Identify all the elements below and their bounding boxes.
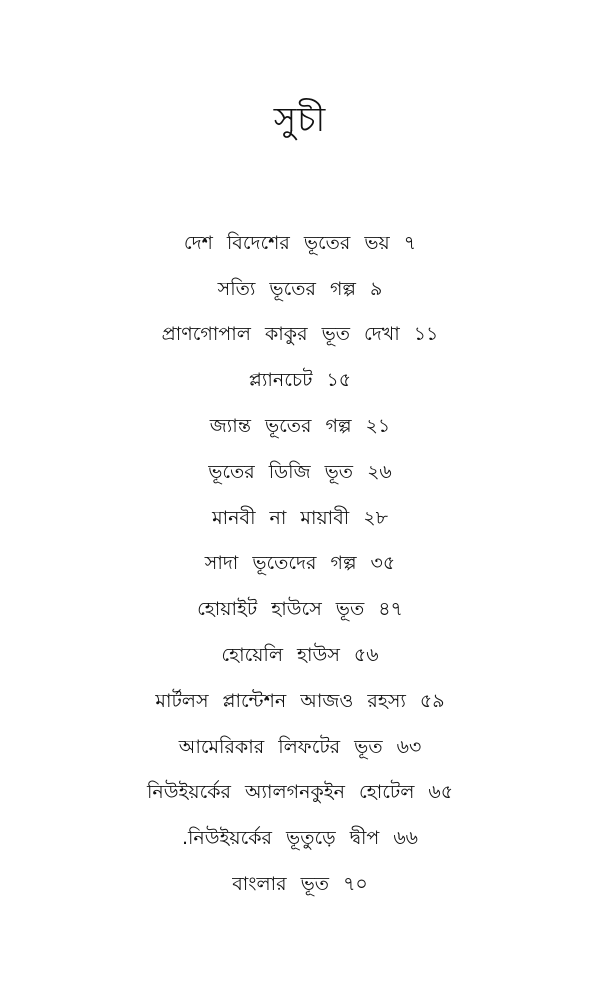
toc-entry-page: ৭০	[343, 873, 368, 896]
toc-entry	[0, 449, 600, 495]
toc-entry-page: ৬৩	[396, 735, 422, 758]
toc-entry-page: ১৫	[326, 369, 352, 392]
toc-entry	[0, 495, 600, 541]
toc-entry	[0, 815, 600, 861]
toc-entry-page: ২৬	[367, 460, 392, 483]
toc-entry-title: প্রাণগোপাল কাকুর ভূত দেখা	[161, 323, 400, 346]
toc-entry-title: নিউইয়র্কের অ্যালগনকুইন হোটেল	[146, 781, 415, 804]
toc-entry-page: ৭	[403, 231, 417, 254]
toc-entry	[0, 678, 600, 724]
toc-entry-title: মানবী না মায়াবী	[212, 506, 350, 529]
toc-entry-page: ৪৭	[378, 598, 403, 621]
toc-entry-title: দেশ বিদেশের ভূতের ভয়	[183, 231, 390, 254]
toc-entry-title: হোয়েলি হাউস	[221, 644, 340, 667]
toc-entry-title: প্ল্যানচেট	[248, 369, 313, 392]
toc-entry-page: ৩৫	[370, 552, 396, 575]
toc-entry	[0, 861, 600, 907]
toc-entry-page: ৫৬	[353, 644, 379, 667]
toc-entry-title: বাংলার ভূত	[232, 873, 330, 896]
toc-entry-page: ২৮	[363, 506, 388, 529]
toc-entry-title: হোয়াইট হাউসে ভূত	[197, 598, 365, 621]
toc-entry-page: ৬৬	[393, 827, 419, 850]
toc-entry-page: ৫৯	[419, 689, 445, 712]
toc-entry-title: ভূতের ডিজি ভূত	[208, 460, 354, 483]
toc-entry-title: সাদা ভূতেদের গল্প	[204, 552, 357, 575]
toc-entry-title: .নিউইয়র্কের ভূতুড়ে দ্বীপ	[181, 827, 380, 850]
toc-entry	[0, 220, 600, 266]
table-of-contents	[0, 220, 600, 907]
toc-entry-page: ২১	[365, 415, 391, 438]
toc-entry	[0, 724, 600, 770]
toc-entry	[0, 266, 600, 312]
toc-entry-page: ৯	[370, 277, 383, 300]
toc-entry	[0, 541, 600, 587]
toc-entry	[0, 312, 600, 358]
toc-entry	[0, 586, 600, 632]
toc-entry-title: মার্টলস প্লান্টেশন আজও রহস্য	[155, 689, 406, 712]
toc-entry	[0, 770, 600, 816]
toc-entry-page: ১১	[413, 323, 439, 346]
toc-entry-title: সত্যি ভূতের গল্প	[217, 277, 356, 300]
page-title: সুচী	[273, 100, 327, 140]
toc-entry	[0, 632, 600, 678]
toc-entry-page: ৬৫	[428, 781, 454, 804]
toc-entry	[0, 403, 600, 449]
toc-entry-title: আমেরিকার লিফটের ভূত	[178, 735, 383, 758]
toc-entry	[0, 357, 600, 403]
toc-entry-title: জ্যান্ত ভূতের গল্প	[209, 415, 352, 438]
